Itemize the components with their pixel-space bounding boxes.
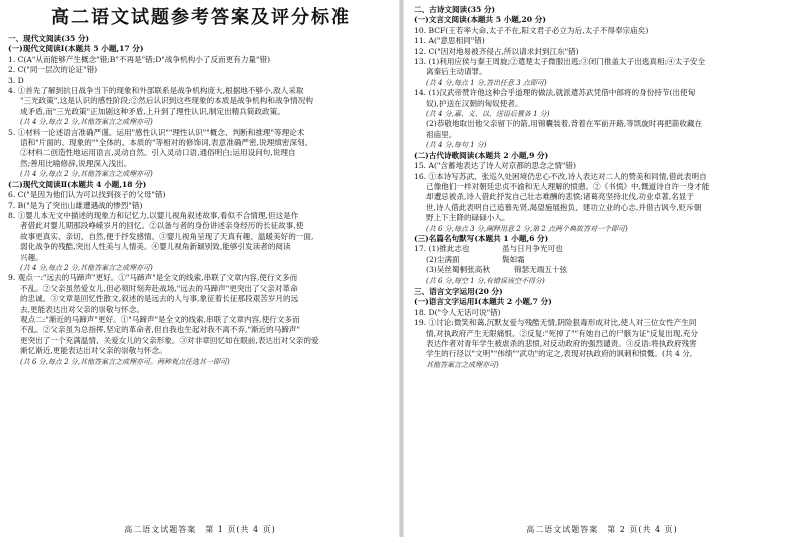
answer-line: 5. ①材料一论述语言准确严谨。运用"感性认识""理性认识""概念、判断和推理"等理论术: [8, 127, 305, 137]
answer-q3: 3. D: [8, 75, 24, 85]
answer-page-2: [404, 0, 800, 537]
recitation-blank: 17. (1)推此志也: [414, 244, 470, 254]
answer-q2: 2. C("同一层次的论证"错): [8, 65, 98, 75]
recitation-row: [414, 265, 794, 275]
scoring-note: (共 4 分,每点 2 分,其他答案言之成理亦可): [20, 263, 153, 272]
answer-line: 学生的行径以"文明""伟绩""武功"的定之,表现对执政府的讽刺和愤慨。(共 4 分,: [426, 349, 693, 359]
answer-q10: 10. BCF(王若率大命,太子不在,阳文君子必立为后,太子不得奉宗庙矣): [414, 25, 649, 35]
answer-q13: [414, 57, 794, 88]
answer-line: 更突出了一个充满温情、关爱女儿的父亲形象。③对非章回忆如在眼前,表达出对父亲的爱: [20, 335, 319, 345]
answer-line: 世,诗人借此表明自己追慕先贤,渴望施展抱负、建功立业的心志,并借古讽今,贬斥朝: [426, 202, 702, 212]
answer-line: 的忠诚。③文章是回忆性散文,叙述的是远去的人与事,象征着长征那段艰苦岁月的远: [20, 294, 299, 304]
subsection-heading: (一)文言文阅读(本题共 5 小题,20 分): [414, 15, 546, 25]
answer-line: 野上下主降的碌碌小人。: [426, 213, 510, 223]
answer-line: 己像他们一样对朝廷忠贞不渝和无人理解的愤懑。②《书愤》中,慨道诗自许一身才能: [426, 181, 710, 191]
subsection-heading: (二)古代诗歌阅读(本题共 2 小题,9 分): [414, 150, 549, 160]
document-title: 高二语文试题参考答案及评分标准: [51, 7, 351, 28]
answer-line: 兴趣。: [20, 252, 43, 262]
answer-line: 渐忆渐近,更能表达出对父亲的崇敬与怀念。: [20, 346, 167, 356]
page-footer: 高二语文试题答案 第 1 页(共 4 页): [124, 524, 276, 534]
answer-q4: [8, 86, 394, 128]
answer-line: ②材料二创造性地运用语言,灵动自然。引入灵动口语,通俗明白;运用设问句,说理自: [20, 148, 296, 158]
scoring-note: 其他答案言之成理亦可): [426, 360, 499, 369]
answer-q16: [414, 172, 794, 234]
answer-q6: 6. C("是因为他们认为可以找到孩子的父母"错): [8, 190, 166, 200]
page-footer: 高二语文试题答案 第 2 页(共 4 页): [526, 524, 678, 534]
answer-q15: 15. A("含蓄地表达了诗人对京都的思念之情"错): [414, 161, 576, 171]
answer-line: 故事更真实、亲切、自然,便于抒发感情。③婴儿视角呈现了天真有趣、温暖美好的一面,: [20, 231, 314, 241]
answer-line: 9. 观点一:"远去的马蹄声"更好。①"马蹄声"是全文的线索,串联了文章内容,使行文多而: [8, 273, 298, 283]
answer-q5: [8, 128, 394, 180]
subsection-heading: (三)名篇名句默写(本题共 1 小题,6 分): [414, 233, 549, 243]
recitation-blank: (2)尘满面: [426, 254, 460, 264]
answer-line: 4. ①首先了解到抗日战争当下的现象和外部联系是战争机构庞大,根据地不够小,敌人采取: [8, 86, 304, 96]
section-heading: 一、现代文阅读(35 分): [8, 34, 90, 43]
scoring-note: (共 6 分,每空 1 分,有错误该空不得分): [426, 276, 545, 285]
scoring-note: (共 4 分,每句 1 分): [426, 141, 487, 150]
section-heading: 三、语言文字运用(20 分): [414, 286, 503, 296]
section-heading: 二、古诗文阅读(35 分): [414, 5, 496, 14]
answer-line: "三光政策",这是认识的感性阶段;②然后认识到这些现象的本质是战争机构和战争情况构: [20, 96, 313, 106]
answer-line: 情,对执政府产生无限痛恨。②反复:"死掉了""有她自己的尸骸为证"反复出现,充分: [426, 328, 698, 338]
answer-line: 奴),护送在汉朝的匈奴使者。: [426, 98, 523, 108]
recitation-blank: 鬓如霜: [502, 254, 525, 264]
answer-line: 语和"片面的、现象的""全体的、本质的"等相对的修饰词,表意准确严密,说理缜密深刻。: [20, 138, 313, 148]
answer-q11: 11. A("意思相同"错): [414, 36, 485, 46]
answer-line: 却遭忌被杀,诗人借此抒发自己壮志难酬的悲愤;诸葛亮坚持北伐,功业卓著,名显于: [426, 192, 694, 202]
answer-line: 成矛盾,而"三光政策"正加剧这种矛盾,上升到了理性认识,制定出精兵简政政策。: [20, 106, 285, 116]
answer-line: 19. ①讨论:微笑和蔼,沉默友爱与残酷无情,阴险狠毒形成对比,使人对三位女性产生同: [414, 318, 697, 328]
answer-q1: 1. C(A"从而能够产生概念"错;B"不再是"错;D"战争机构小了反而更有力量"错): [8, 54, 271, 64]
answer-q17: [414, 244, 794, 286]
answer-line: 不乱。②父亲虽然爱女儿,但必须时刻奔赴战场,"远去的马蹄声"更突出了父亲对革命: [20, 283, 298, 293]
answer-line: 然;善用比喻修辞,说理深入浅出。: [20, 158, 132, 168]
scoring-note: (共 4 分,每点 1 分,答出任意 3 点即可): [426, 78, 547, 87]
answer-q14: [414, 88, 794, 150]
scoring-note: (共 4 分,每点 2 分,其他答案言之成理亦可): [20, 170, 153, 179]
answer-q7: 7. B("是为了突出山雄遭遇战的惨烈"错): [8, 200, 143, 210]
recitation-blank: 锦瑟无端五十弦: [514, 265, 568, 275]
answer-line: 者借此对婴儿期那段峥嵘岁月的回忆。②以备与者的身份讲述亲身经历的长征故事,使: [20, 221, 304, 231]
answer-line: 13. (1)利用应侯与秦王周旋;②遣楚太子微服出逃;③闭门推盖太子出逃真相;④太子安全: [414, 57, 706, 67]
scoring-note: (共 4 分,嘉、义、以、送语后置各 1 分): [426, 110, 550, 119]
answer-line: 弱化战争的残酷,突出人性美与人情美。④婴儿视角新颖别致,能够引发读者的阅读: [20, 242, 291, 252]
subsection-heading: (二)现代文阅读Ⅱ(本题共 4 小题,18 分): [8, 179, 147, 189]
answer-line: (2)恭敬地取出他父亲留下的箭,用锦囊装着,背着在军前开路,等凯旋时再把箭收藏在: [426, 119, 703, 129]
scoring-note: (共 6 分,每点 2 分,其他答案言之成理亦可。两种观点任选其一即可): [20, 357, 230, 366]
answer-line: 观点二:"渐近的马蹄声"更好。①"马蹄声"是全文的线索,串联了文章内容,使行文多而: [20, 314, 300, 324]
recitation-blank: (3)吴丝蜀桐张高秋: [426, 265, 490, 275]
answer-line: 离秦后主动请罪。: [426, 67, 487, 77]
answer-line: 去,更能表达出对父亲的崇敬与怀念。: [20, 304, 144, 314]
recitation-row: [414, 255, 794, 265]
answer-line: 14. (1)汉武帝赞许他这种合乎道理的做法,就派遣苏武凭借中郎将的身份持节(出使匈: [414, 88, 696, 98]
answer-q9: [8, 273, 394, 367]
answer-line: 表达作者对青年学生被虐杀的悲愤,对反动政府的强烈谴责。③反语:将执政府残害: [426, 339, 697, 348]
scoring-note: (共 4 分,每点 2 分,其他答案言之成理亦可): [20, 118, 153, 127]
subsection-heading: (一)现代文阅读Ⅰ(本题共 5 小题,17 分): [8, 44, 144, 54]
recitation-row: [414, 244, 794, 254]
subsection-heading: (一)语言文字运用Ⅰ(本题共 2 小题,7 分): [414, 297, 552, 307]
answer-q18: 18. D("令人无话可说"错): [414, 307, 501, 317]
answer-q12: 12. C("因对地易被齐侵占,所以请求封到江东"错): [414, 46, 579, 56]
scoring-note: (共 6 分,每点 3 分,阐释用意 2 分,第 2 点两个典故答对一个即可): [426, 224, 628, 233]
answer-line: 8. ①婴儿本无文中描述的现象力和记忆力,以婴儿视角叙述故事,看似不合情理,但这是作: [8, 210, 299, 220]
answer-line: 16. ①本诗写苏武、张巡久处困境仍忠心不改,诗人表达对二人的赞美和同情,借此表明自: [414, 171, 707, 181]
answer-line: 不乱。②父亲虽为总指挥,坚定的革命者,但自我也生起对我不离不弃,"渐近的马蹄声": [20, 325, 301, 335]
answer-line: 祖庙里。: [426, 129, 457, 139]
answer-q19: [414, 318, 794, 370]
recitation-blank: 虽与日月争光可也: [502, 244, 563, 254]
answer-q8: [8, 211, 394, 273]
